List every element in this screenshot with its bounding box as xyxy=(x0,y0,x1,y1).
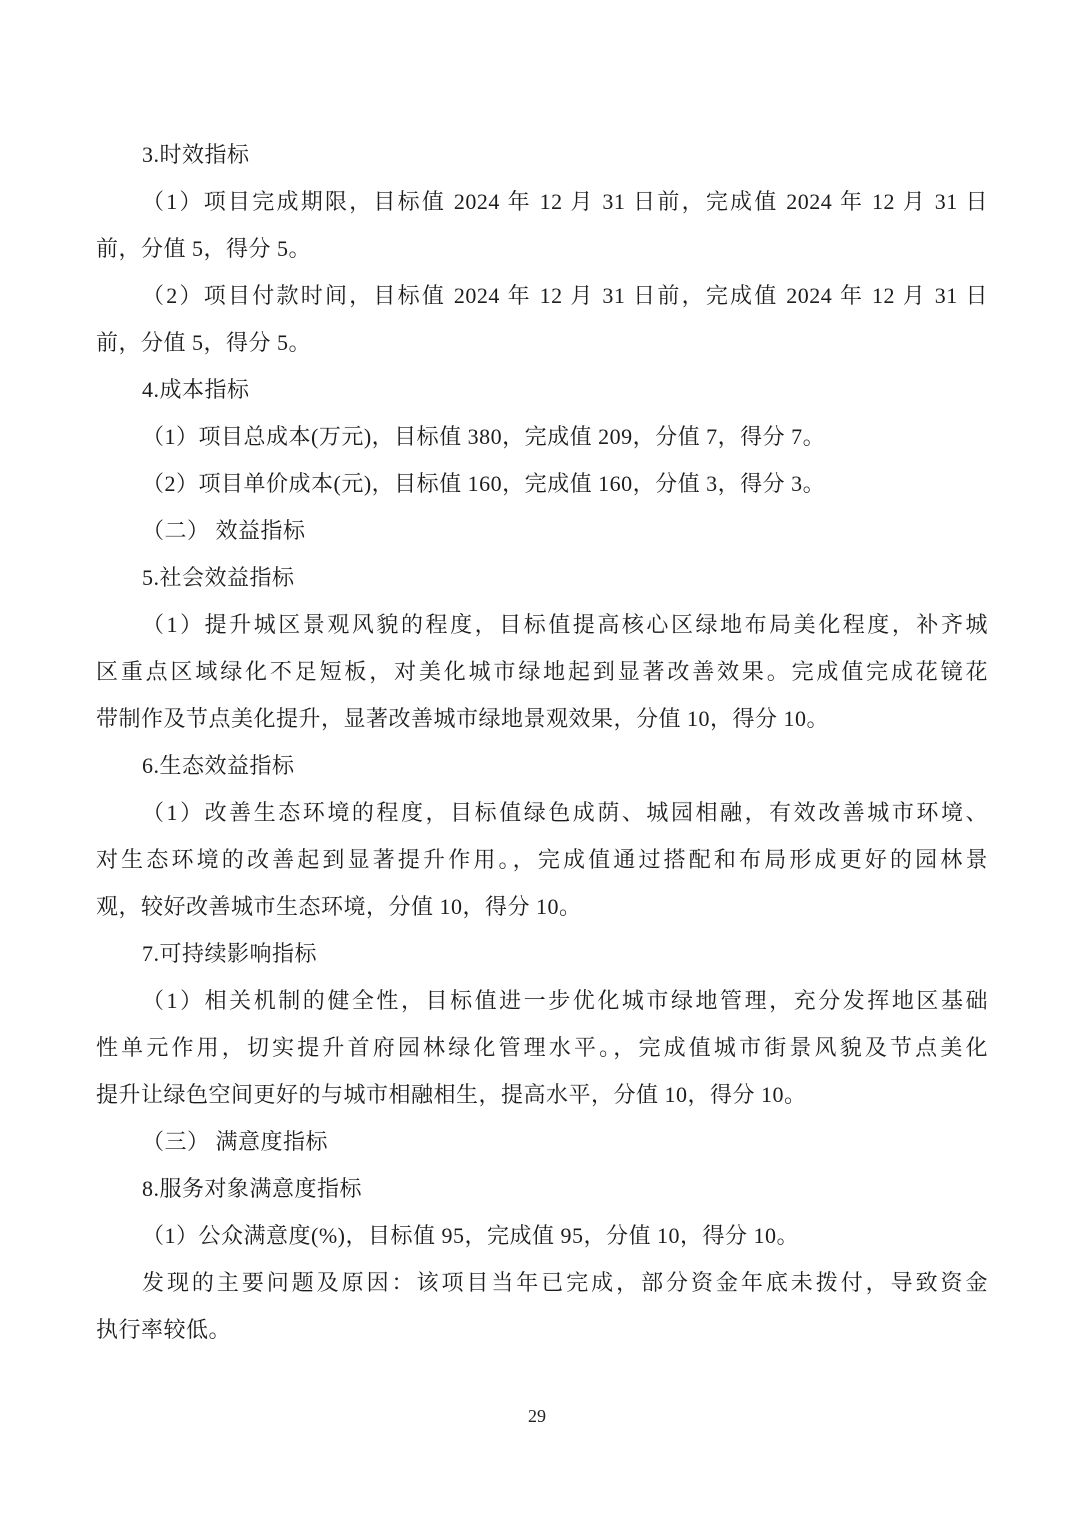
document-body xyxy=(96,131,988,1353)
text-line: （1）提升城区景观风貌的程度，目标值提高核心区绿地布局美化程度，补齐城 xyxy=(142,612,988,637)
text-line: （2）项目付款时间，目标值 2024 年 12 月 31 日前，完成值 2024 年 12 月 31 日 xyxy=(142,283,988,308)
text-line: 区重点区域绿化不足短板，对美化城市绿地起到显著改善效果。完成值完成花镜花 xyxy=(96,659,988,684)
text-line: 前，分值 5，得分 5。 xyxy=(96,330,312,355)
text-line: 发现的主要问题及原因：该项目当年已完成，部分资金年底未拨付，导致资金 xyxy=(142,1270,988,1295)
text-line: 执行率较低。 xyxy=(96,1317,232,1342)
text-line: （2）项目单价成本(元)，目标值 160，完成值 160，分值 3，得分 3。 xyxy=(142,471,826,496)
text-line: （三） 满意度指标 xyxy=(142,1129,329,1154)
text-line: （1）公众满意度(%)，目标值 95，完成值 95，分值 10，得分 10。 xyxy=(142,1223,799,1248)
page-number: 29 xyxy=(528,1406,546,1426)
text-line: 4.成本指标 xyxy=(142,377,250,402)
text-line: 带制作及节点美化提升，显著改善城市绿地景观效果，分值 10，得分 10。 xyxy=(96,706,830,731)
text-line: （1）项目完成期限，目标值 2024 年 12 月 31 日前，完成值 2024 年 12 月 31 日 xyxy=(142,189,988,214)
text-line: 3.时效指标 xyxy=(142,142,250,167)
text-line: 对生态环境的改善起到显著提升作用。，完成值通过搭配和布局形成更好的园林景 xyxy=(96,847,988,872)
text-line: 性单元作用，切实提升首府园林绿化管理水平。，完成值城市街景风貌及节点美化 xyxy=(96,1035,988,1060)
text-line: （二） 效益指标 xyxy=(142,518,306,543)
text-line: 提升让绿色空间更好的与城市相融相生，提高水平，分值 10，得分 10。 xyxy=(96,1082,807,1107)
text-line: 6.生态效益指标 xyxy=(142,753,295,778)
text-line: 8.服务对象满意度指标 xyxy=(142,1176,363,1201)
text-line: （1）项目总成本(万元)，目标值 380，完成值 209，分值 7，得分 7。 xyxy=(142,424,826,449)
text-line: （1）相关机制的健全性，目标值进一步优化城市绿地管理，充分发挥地区基础 xyxy=(142,988,988,1013)
text-line: 前，分值 5，得分 5。 xyxy=(96,236,312,261)
text-line: 5.社会效益指标 xyxy=(142,565,295,590)
text-line: （1）改善生态环境的程度，目标值绿色成荫、城园相融，有效改善城市环境、 xyxy=(142,800,988,825)
text-line: 7.可持续影响指标 xyxy=(142,941,318,966)
text-line: 观，较好改善城市生态环境，分值 10，得分 10。 xyxy=(96,894,582,919)
